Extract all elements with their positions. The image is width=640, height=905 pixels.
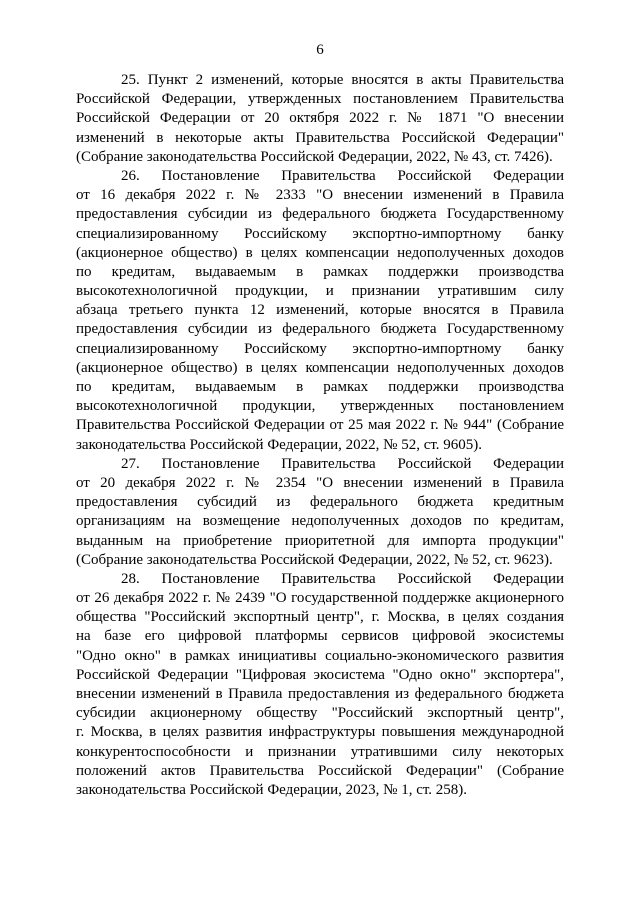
text-line: общества "Российский экспортный центр", г. Москва, в целях создания [76, 609, 564, 626]
text-line: предоставления субсидий из федерального бюджета кредитным [76, 494, 564, 511]
text-line: г. Москва, в целях развития инфраструктуры повышения международной [76, 724, 564, 741]
document-body [76, 71, 564, 800]
text-line: 27. Постановление Правительства Российской Федерации [121, 455, 564, 472]
text-line: от 20 декабря 2022 г. № 2354 "О внесении изменений в Правила [76, 474, 564, 491]
text-line: (акционерное общество) в целях компенсации недополученных доходов [76, 359, 564, 376]
text-line: от 16 декабря 2022 г. № 2333 "О внесении изменений в Правила [76, 187, 564, 204]
text-line: (акционерное общество) в целях компенсации недополученных доходов [76, 244, 564, 261]
text-line: предоставления субсидии из федерального бюджета Государственному [76, 321, 564, 338]
text-line: высокотехнологичной продукции, и признании утратившим силу [76, 283, 564, 300]
text-line: конкурентоспособности и признании утратившими силу некоторых [76, 743, 564, 760]
text-line: по кредитам, выдаваемым в рамках поддержки производства [76, 263, 564, 280]
text-line: Российской Федерации "Цифровая экосистема "Одно окно" экспортера", [76, 666, 564, 683]
text-line: 26. Постановление Правительства Российской Федерации [121, 167, 564, 184]
text-line: по кредитам, выдаваемым в рамках поддержки производства [76, 379, 564, 395]
text-line: положений актов Правительства Российской Федерации" (Собрание [76, 762, 564, 779]
text-line: от 26 декабря 2022 г. № 2439 "О государственной поддержке акционерного [76, 590, 564, 607]
text-line: (Собрание законодательства Российской Федерации, 2022, № 52, ст. 9623). [76, 551, 553, 568]
text-line: 25. Пункт 2 изменений, которые вносятся в акты Правительства [121, 72, 564, 88]
paragraph-item-25 [76, 71, 564, 167]
text-line: "Одно окно" в рамках инициативы социально-экономического развития [76, 647, 564, 664]
paragraph-item-26 [76, 167, 564, 455]
text-line: субсидии акционерному обществу "Российский экспортный центр", [76, 705, 564, 722]
text-line: Российской Федерации, утвержденных постановлением Правительства [76, 91, 564, 108]
text-line: организациям на возмещение недополученных доходов по кредитам, [76, 513, 564, 530]
text-line: абзаца третьего пункта 12 изменений, которые вносятся в Правила [76, 302, 564, 319]
text-line: внесении изменений в Правила предоставления из федерального бюджета [76, 686, 564, 702]
text-line: 28. Постановление Правительства Российской Федерации [121, 570, 564, 587]
text-line: специализированному Российскому экспортно-импортному банку [76, 340, 564, 357]
text-line: Российской Федерации от 20 октября 2022 г. № 1871 "О внесении [76, 110, 564, 127]
text-line: законодательства Российской Федерации, 2023, № 1, ст. 258). [76, 781, 468, 798]
text-line: на базе его цифровой платформы сервисов цифровой экосистемы [76, 628, 564, 645]
text-line: законодательства Российской Федерации, 2022, № 52, ст. 9605). [76, 436, 483, 453]
text-line: высокотехнологичной продукции, утвержденных постановлением [76, 398, 564, 415]
text-line: специализированному Российскому экспортно-импортному банку [76, 225, 564, 242]
text-line: выданным на приобретение приоритетной для импорта продукции" [76, 532, 564, 549]
text-line: Правительства Российской Федерации от 25 мая 2022 г. № 944" (Собрание [76, 417, 564, 434]
text-line: предоставления субсидии из федерального бюджета Государственному [76, 206, 564, 223]
paragraph-item-28 [76, 570, 564, 800]
page-number: 6 [316, 42, 324, 58]
text-line: (Собрание законодательства Российской Федерации, 2022, № 43, ст. 7426). [76, 148, 553, 165]
paragraph-item-27 [76, 455, 564, 570]
text-line: изменений в некоторые акты Правительства Российской Федерации" [76, 129, 564, 146]
